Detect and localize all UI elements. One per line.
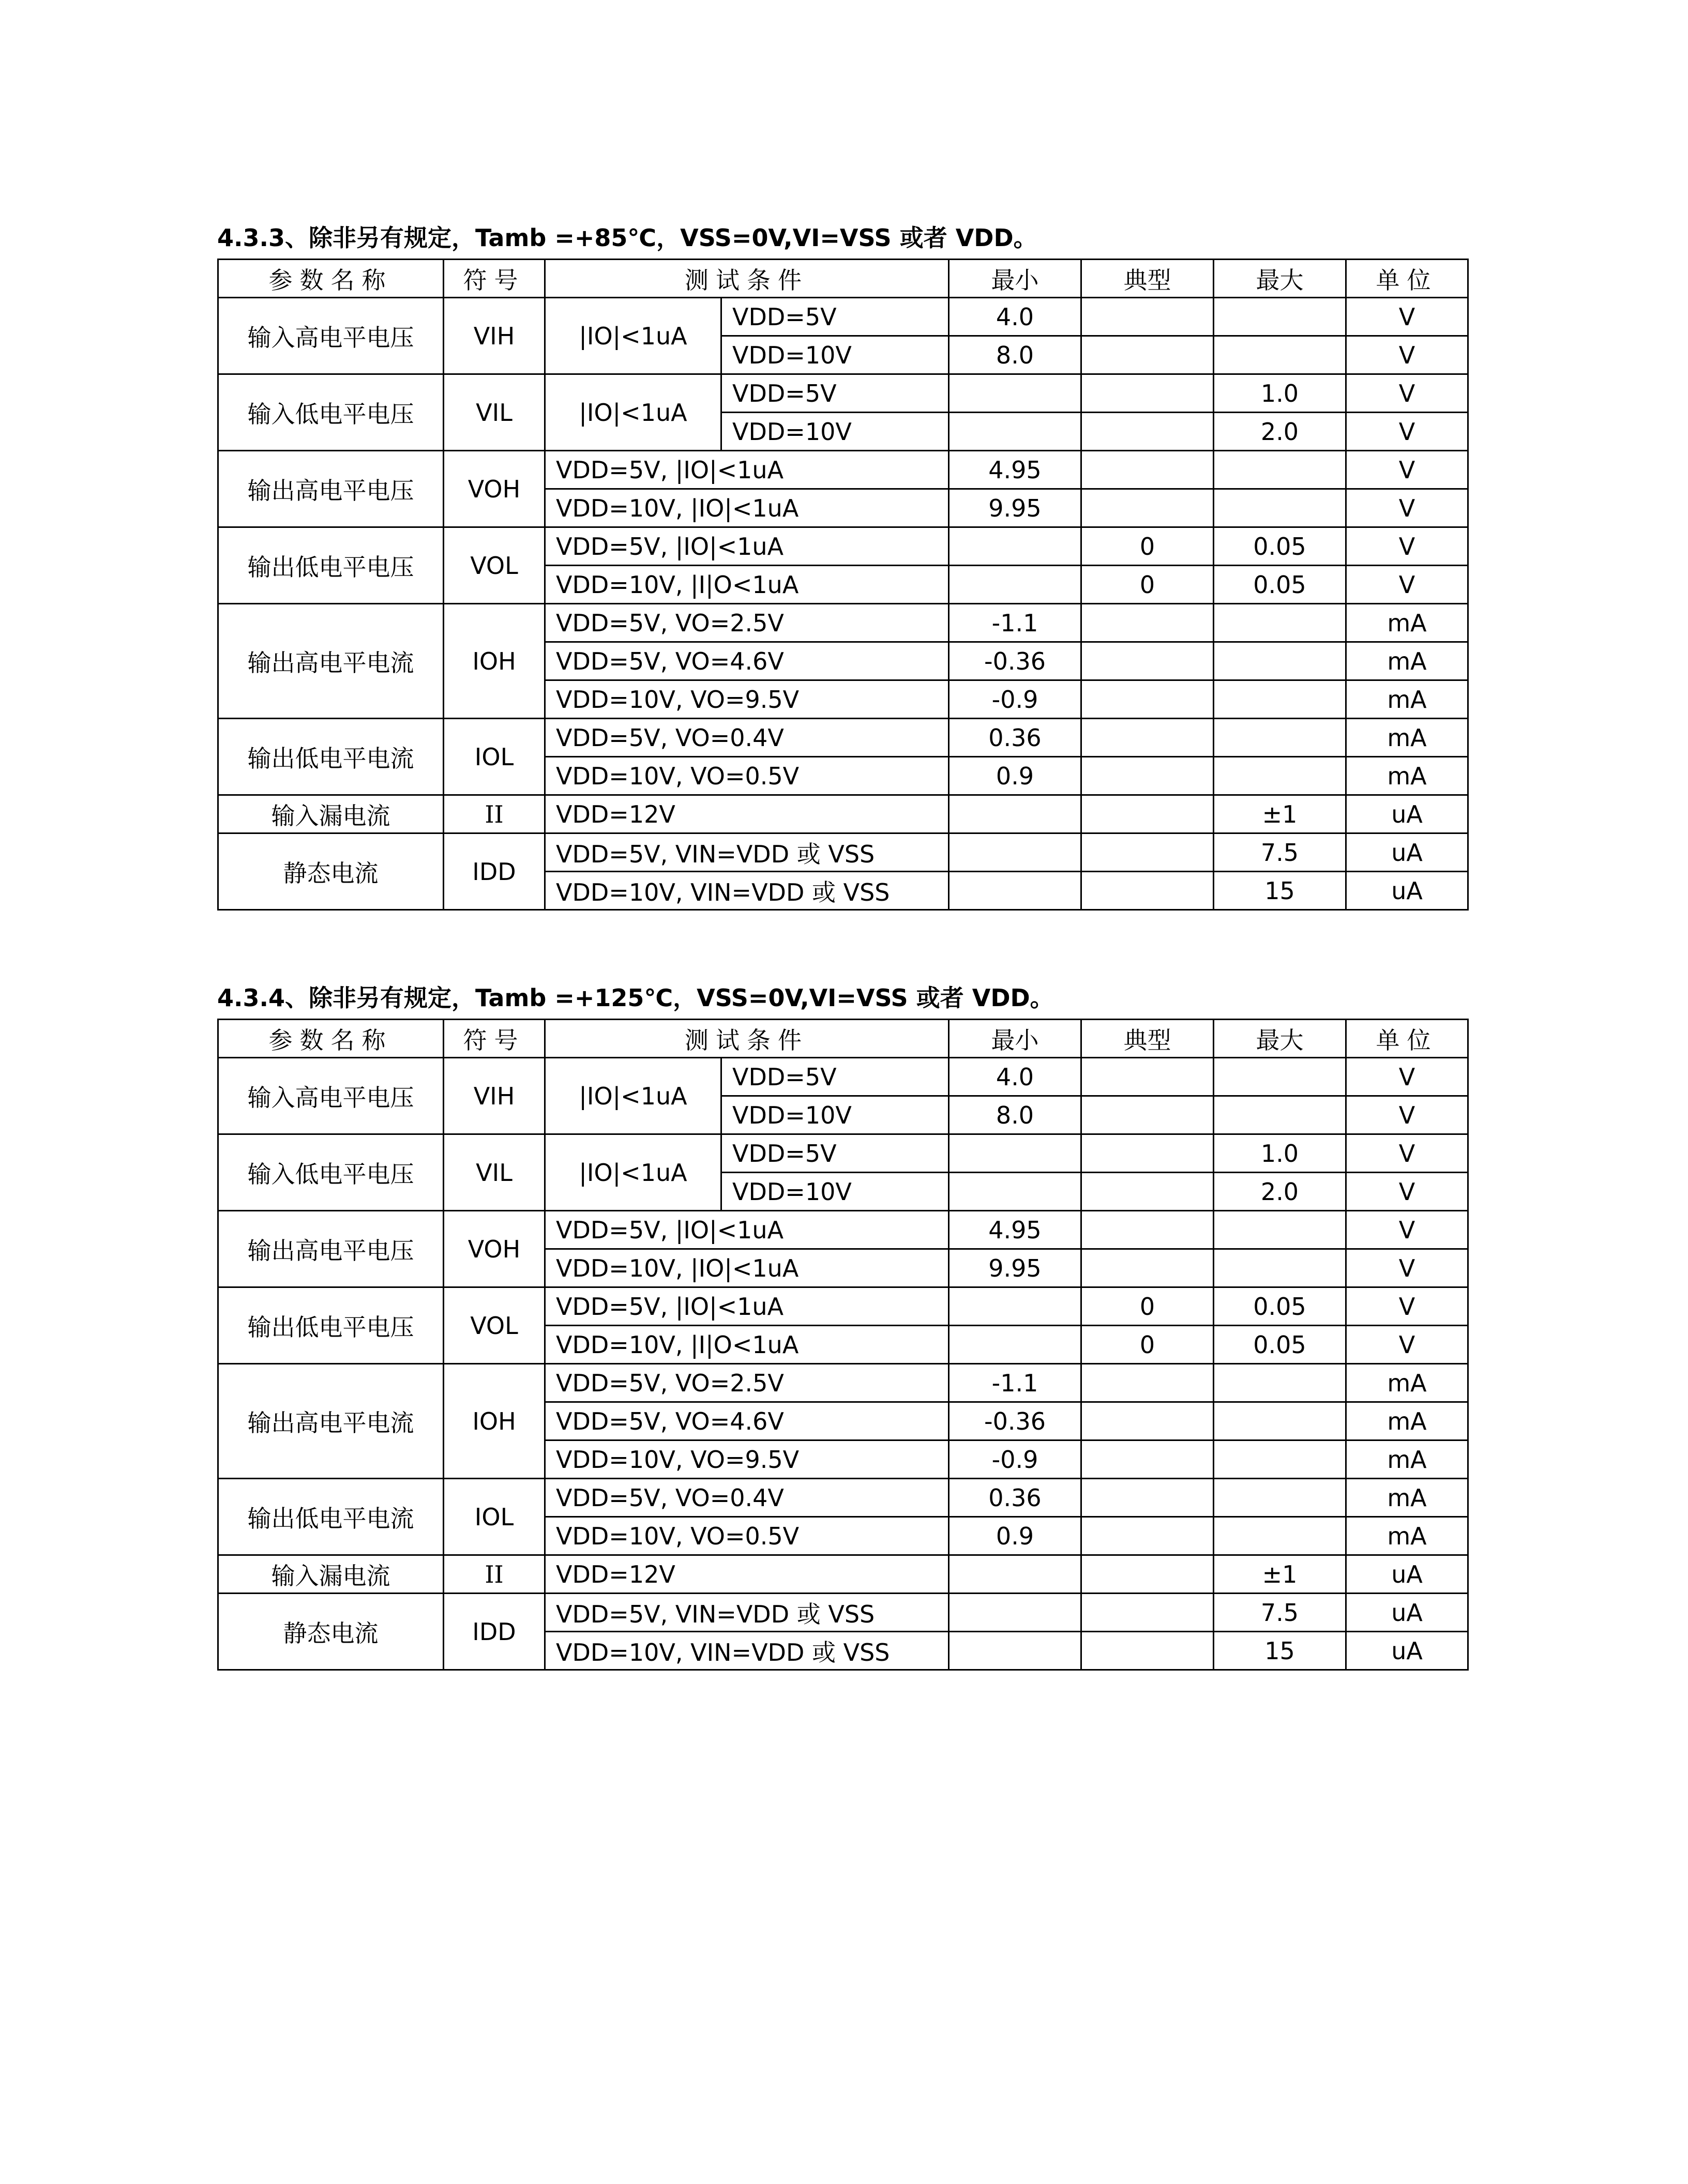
param-symbol: IDD bbox=[444, 1594, 545, 1670]
param-symbol: II bbox=[444, 1555, 545, 1594]
max-value bbox=[1214, 1479, 1346, 1517]
typ-value: 0 bbox=[1081, 527, 1214, 566]
col-header-min: 最小 bbox=[949, 260, 1081, 298]
typ-value bbox=[1081, 298, 1214, 336]
max-value bbox=[1214, 451, 1346, 489]
col-header-name: 参数名称 bbox=[218, 260, 444, 298]
param-name: 输出低电平电流 bbox=[218, 1479, 444, 1555]
table-row bbox=[218, 451, 1468, 489]
min-value: 4.95 bbox=[949, 451, 1081, 489]
max-value bbox=[1214, 1096, 1346, 1134]
col-header-name: 参数名称 bbox=[218, 1020, 444, 1058]
typ-value bbox=[1081, 795, 1214, 833]
table-row bbox=[218, 1287, 1468, 1326]
test-condition: VDD=5V, |IO|<1uA bbox=[545, 527, 949, 566]
col-header-condition: 测试条件 bbox=[545, 1020, 949, 1058]
param-name: 输出高电平电压 bbox=[218, 451, 444, 527]
param-condition-shared: |IO|<1uA bbox=[545, 1134, 721, 1211]
min-value bbox=[949, 566, 1081, 604]
min-value: 9.95 bbox=[949, 489, 1081, 527]
unit-value: V bbox=[1346, 1211, 1468, 1249]
test-condition: VDD=10V, |I|O<1uA bbox=[545, 1326, 949, 1364]
min-value: -0.9 bbox=[949, 680, 1081, 719]
param-symbol: VOL bbox=[444, 1287, 545, 1364]
min-value bbox=[949, 795, 1081, 833]
test-condition: VDD=5V, VO=2.5V bbox=[545, 604, 949, 642]
unit-value: V bbox=[1346, 336, 1468, 374]
col-header-symbol: 符号 bbox=[444, 1020, 545, 1058]
param-condition-shared: |IO|<1uA bbox=[545, 298, 721, 374]
param-name: 输入低电平电压 bbox=[218, 1134, 444, 1211]
test-condition: VDD=5V bbox=[721, 1134, 949, 1173]
typ-value bbox=[1081, 374, 1214, 413]
typ-value bbox=[1081, 719, 1214, 757]
min-value: -0.9 bbox=[949, 1440, 1081, 1479]
param-name: 输入高电平电压 bbox=[218, 298, 444, 374]
table-row bbox=[218, 1479, 1468, 1517]
min-value: -0.36 bbox=[949, 1402, 1081, 1440]
max-value: 2.0 bbox=[1214, 413, 1346, 451]
test-condition: VDD=5V, VO=0.4V bbox=[545, 719, 949, 757]
param-symbol: IOL bbox=[444, 719, 545, 795]
max-value: 1.0 bbox=[1214, 374, 1346, 413]
table-row bbox=[218, 719, 1468, 757]
param-symbol: VOH bbox=[444, 451, 545, 527]
unit-value: mA bbox=[1346, 1517, 1468, 1555]
col-header-unit: 单位 bbox=[1346, 1020, 1468, 1058]
unit-value: mA bbox=[1346, 1479, 1468, 1517]
header-row bbox=[218, 1020, 1468, 1058]
max-value bbox=[1214, 642, 1346, 680]
param-condition-shared: |IO|<1uA bbox=[545, 1058, 721, 1134]
param-symbol: VIL bbox=[444, 1134, 545, 1211]
unit-value: mA bbox=[1346, 604, 1468, 642]
max-value: 7.5 bbox=[1214, 1594, 1346, 1632]
param-condition-shared: |IO|<1uA bbox=[545, 374, 721, 451]
param-name: 输入漏电流 bbox=[218, 795, 444, 833]
table-row bbox=[218, 527, 1468, 566]
unit-value: V bbox=[1346, 451, 1468, 489]
unit-value: V bbox=[1346, 1134, 1468, 1173]
unit-value: V bbox=[1346, 298, 1468, 336]
min-value: -1.1 bbox=[949, 1364, 1081, 1402]
param-symbol: VIL bbox=[444, 374, 545, 451]
max-value: 0.05 bbox=[1214, 566, 1346, 604]
unit-value: uA bbox=[1346, 1555, 1468, 1594]
typ-value bbox=[1081, 604, 1214, 642]
typ-value: 0 bbox=[1081, 1287, 1214, 1326]
unit-value: V bbox=[1346, 566, 1468, 604]
col-header-min: 最小 bbox=[949, 1020, 1081, 1058]
section-heading: 4.3.3、除非另有规定，Tamb =+85℃，VSS=0V,VI=VSS 或者 VDD。 bbox=[217, 224, 1037, 252]
typ-value bbox=[1081, 413, 1214, 451]
max-value bbox=[1214, 604, 1346, 642]
min-value bbox=[949, 527, 1081, 566]
typ-value bbox=[1081, 1479, 1214, 1517]
typ-value bbox=[1081, 1249, 1214, 1287]
max-value bbox=[1214, 719, 1346, 757]
min-value: 4.95 bbox=[949, 1211, 1081, 1249]
typ-value bbox=[1081, 642, 1214, 680]
min-value bbox=[949, 1632, 1081, 1670]
col-header-typ: 典型 bbox=[1081, 260, 1214, 298]
typ-value bbox=[1081, 1440, 1214, 1479]
min-value: 0.9 bbox=[949, 757, 1081, 795]
max-value bbox=[1214, 1402, 1346, 1440]
unit-value: mA bbox=[1346, 1440, 1468, 1479]
spec-table bbox=[217, 1019, 1469, 1671]
col-header-condition: 测试条件 bbox=[545, 260, 949, 298]
table-row bbox=[218, 604, 1468, 642]
param-symbol: VOL bbox=[444, 527, 545, 604]
typ-value bbox=[1081, 1134, 1214, 1173]
unit-value: mA bbox=[1346, 757, 1468, 795]
test-condition: VDD=10V, VIN=VDD 或 VSS bbox=[545, 1632, 949, 1670]
test-condition: VDD=5V, |IO|<1uA bbox=[545, 1287, 949, 1326]
typ-value bbox=[1081, 757, 1214, 795]
table-row bbox=[218, 298, 1468, 336]
unit-value: mA bbox=[1346, 680, 1468, 719]
test-condition: VDD=5V, VIN=VDD 或 VSS bbox=[545, 833, 949, 872]
typ-value bbox=[1081, 489, 1214, 527]
max-value: 15 bbox=[1214, 1632, 1346, 1670]
typ-value bbox=[1081, 1173, 1214, 1211]
col-header-typ: 典型 bbox=[1081, 1020, 1214, 1058]
unit-value: mA bbox=[1346, 642, 1468, 680]
param-name: 输出高电平电压 bbox=[218, 1211, 444, 1287]
test-condition: VDD=12V bbox=[545, 795, 949, 833]
max-value: 0.05 bbox=[1214, 1326, 1346, 1364]
max-value bbox=[1214, 1211, 1346, 1249]
param-name: 静态电流 bbox=[218, 833, 444, 910]
param-name: 静态电流 bbox=[218, 1594, 444, 1670]
test-condition: VDD=10V, |I|O<1uA bbox=[545, 566, 949, 604]
col-header-max: 最大 bbox=[1214, 260, 1346, 298]
typ-value: 0 bbox=[1081, 1326, 1214, 1364]
test-condition: VDD=10V bbox=[721, 413, 949, 451]
table-row bbox=[218, 1594, 1468, 1632]
max-value: 1.0 bbox=[1214, 1134, 1346, 1173]
min-value bbox=[949, 833, 1081, 872]
max-value bbox=[1214, 298, 1346, 336]
max-value bbox=[1214, 1440, 1346, 1479]
max-value: 0.05 bbox=[1214, 527, 1346, 566]
table-row bbox=[218, 1364, 1468, 1402]
min-value: 0.36 bbox=[949, 1479, 1081, 1517]
min-value: 4.0 bbox=[949, 1058, 1081, 1096]
test-condition: VDD=10V bbox=[721, 336, 949, 374]
max-value bbox=[1214, 1249, 1346, 1287]
min-value: -0.36 bbox=[949, 642, 1081, 680]
min-value bbox=[949, 1287, 1081, 1326]
spec-section-125c bbox=[217, 977, 1467, 1671]
unit-value: V bbox=[1346, 1058, 1468, 1096]
typ-value bbox=[1081, 1517, 1214, 1555]
unit-value: uA bbox=[1346, 833, 1468, 872]
test-condition: VDD=10V, VO=9.5V bbox=[545, 680, 949, 719]
typ-value bbox=[1081, 336, 1214, 374]
typ-value bbox=[1081, 451, 1214, 489]
test-condition: VDD=5V, VO=0.4V bbox=[545, 1479, 949, 1517]
typ-value bbox=[1081, 1211, 1214, 1249]
max-value bbox=[1214, 1364, 1346, 1402]
param-symbol: IOL bbox=[444, 1479, 545, 1555]
spec-section-85c bbox=[217, 217, 1467, 911]
param-name: 输出低电平电流 bbox=[218, 719, 444, 795]
typ-value: 0 bbox=[1081, 566, 1214, 604]
typ-value bbox=[1081, 872, 1214, 910]
min-value: 4.0 bbox=[949, 298, 1081, 336]
max-value bbox=[1214, 680, 1346, 719]
col-header-symbol: 符号 bbox=[444, 260, 545, 298]
test-condition: VDD=5V, VO=2.5V bbox=[545, 1364, 949, 1402]
max-value: 2.0 bbox=[1214, 1173, 1346, 1211]
test-condition: VDD=10V bbox=[721, 1096, 949, 1134]
table-row bbox=[218, 1134, 1468, 1173]
min-value bbox=[949, 413, 1081, 451]
max-value: 7.5 bbox=[1214, 833, 1346, 872]
param-symbol: II bbox=[444, 795, 545, 833]
typ-value bbox=[1081, 833, 1214, 872]
unit-value: V bbox=[1346, 1326, 1468, 1364]
table-row bbox=[218, 374, 1468, 413]
test-condition: VDD=10V, VO=0.5V bbox=[545, 757, 949, 795]
min-value: 8.0 bbox=[949, 336, 1081, 374]
min-value: 8.0 bbox=[949, 1096, 1081, 1134]
unit-value: uA bbox=[1346, 795, 1468, 833]
typ-value bbox=[1081, 1632, 1214, 1670]
test-condition: VDD=5V bbox=[721, 1058, 949, 1096]
col-header-max: 最大 bbox=[1214, 1020, 1346, 1058]
unit-value: V bbox=[1346, 1249, 1468, 1287]
table-row bbox=[218, 1211, 1468, 1249]
param-symbol: IOH bbox=[444, 1364, 545, 1479]
typ-value bbox=[1081, 1555, 1214, 1594]
max-value: ±1 bbox=[1214, 795, 1346, 833]
param-symbol: IDD bbox=[444, 833, 545, 910]
min-value bbox=[949, 1134, 1081, 1173]
max-value bbox=[1214, 489, 1346, 527]
test-condition: VDD=10V, |IO|<1uA bbox=[545, 489, 949, 527]
typ-value bbox=[1081, 1594, 1214, 1632]
param-symbol: VIH bbox=[444, 1058, 545, 1134]
param-name: 输入低电平电压 bbox=[218, 374, 444, 451]
unit-value: uA bbox=[1346, 1632, 1468, 1670]
param-name: 输出低电平电压 bbox=[218, 1287, 444, 1364]
unit-value: V bbox=[1346, 1287, 1468, 1326]
test-condition: VDD=10V, VO=0.5V bbox=[545, 1517, 949, 1555]
unit-value: V bbox=[1346, 527, 1468, 566]
typ-value bbox=[1081, 680, 1214, 719]
unit-value: V bbox=[1346, 1173, 1468, 1211]
section-heading: 4.3.4、除非另有规定，Tamb =+125℃，VSS=0V,VI=VSS 或者 VDD。 bbox=[217, 984, 1054, 1012]
param-name: 输出高电平电流 bbox=[218, 604, 444, 719]
test-condition: VDD=10V, VO=9.5V bbox=[545, 1440, 949, 1479]
max-value bbox=[1214, 336, 1346, 374]
col-header-unit: 单位 bbox=[1346, 260, 1468, 298]
typ-value bbox=[1081, 1364, 1214, 1402]
test-condition: VDD=5V bbox=[721, 374, 949, 413]
table-row bbox=[218, 795, 1468, 833]
max-value bbox=[1214, 1058, 1346, 1096]
unit-value: V bbox=[1346, 374, 1468, 413]
unit-value: mA bbox=[1346, 1364, 1468, 1402]
test-condition: VDD=5V, VO=4.6V bbox=[545, 642, 949, 680]
unit-value: uA bbox=[1346, 872, 1468, 910]
test-condition: VDD=10V, |IO|<1uA bbox=[545, 1249, 949, 1287]
min-value: -1.1 bbox=[949, 604, 1081, 642]
table-row bbox=[218, 1058, 1468, 1096]
typ-value bbox=[1081, 1096, 1214, 1134]
table-row bbox=[218, 1555, 1468, 1594]
param-symbol: IOH bbox=[444, 604, 545, 719]
test-condition: VDD=5V bbox=[721, 298, 949, 336]
unit-value: V bbox=[1346, 489, 1468, 527]
min-value: 9.95 bbox=[949, 1249, 1081, 1287]
test-condition: VDD=12V bbox=[545, 1555, 949, 1594]
test-condition: VDD=5V, VIN=VDD 或 VSS bbox=[545, 1594, 949, 1632]
param-name: 输入漏电流 bbox=[218, 1555, 444, 1594]
unit-value: mA bbox=[1346, 1402, 1468, 1440]
max-value: ±1 bbox=[1214, 1555, 1346, 1594]
unit-value: V bbox=[1346, 1096, 1468, 1134]
header-row bbox=[218, 260, 1468, 298]
test-condition: VDD=5V, |IO|<1uA bbox=[545, 1211, 949, 1249]
param-name: 输出高电平电流 bbox=[218, 1364, 444, 1479]
unit-value: uA bbox=[1346, 1594, 1468, 1632]
max-value: 15 bbox=[1214, 872, 1346, 910]
table-row bbox=[218, 833, 1468, 872]
min-value bbox=[949, 872, 1081, 910]
max-value bbox=[1214, 1517, 1346, 1555]
min-value bbox=[949, 1326, 1081, 1364]
test-condition: VDD=10V bbox=[721, 1173, 949, 1211]
min-value: 0.36 bbox=[949, 719, 1081, 757]
min-value bbox=[949, 1555, 1081, 1594]
min-value bbox=[949, 1594, 1081, 1632]
param-symbol: VIH bbox=[444, 298, 545, 374]
min-value: 0.9 bbox=[949, 1517, 1081, 1555]
max-value bbox=[1214, 757, 1346, 795]
unit-value: mA bbox=[1346, 719, 1468, 757]
param-symbol: VOH bbox=[444, 1211, 545, 1287]
test-condition: VDD=5V, |IO|<1uA bbox=[545, 451, 949, 489]
unit-value: V bbox=[1346, 413, 1468, 451]
param-name: 输入高电平电压 bbox=[218, 1058, 444, 1134]
typ-value bbox=[1081, 1058, 1214, 1096]
min-value bbox=[949, 1173, 1081, 1211]
typ-value bbox=[1081, 1402, 1214, 1440]
spec-table bbox=[217, 259, 1469, 911]
param-name: 输出低电平电压 bbox=[218, 527, 444, 604]
test-condition: VDD=5V, VO=4.6V bbox=[545, 1402, 949, 1440]
max-value: 0.05 bbox=[1214, 1287, 1346, 1326]
min-value bbox=[949, 374, 1081, 413]
test-condition: VDD=10V, VIN=VDD 或 VSS bbox=[545, 872, 949, 910]
